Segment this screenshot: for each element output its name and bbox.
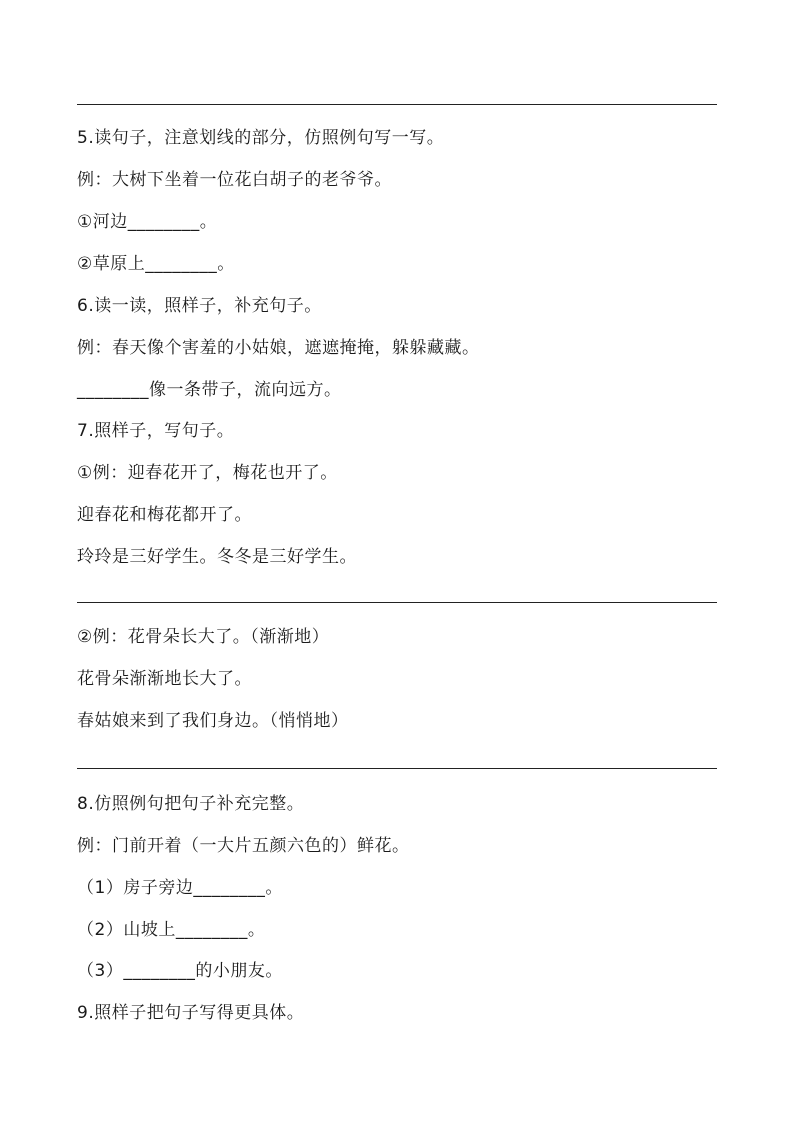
question-6-example: 例：春天像个害羞的小姑娘，遮遮掩掩，躲躲藏藏。: [77, 338, 480, 358]
question-6-title: 6.读一读，照样子，补充句子。: [77, 296, 322, 316]
question-7-item-2: 春姑娘来到了我们身边。（悄悄地）: [77, 711, 349, 731]
answer-line-1: [77, 104, 717, 105]
question-7-example-2: ②例：花骨朵长大了。（渐渐地）: [77, 627, 330, 647]
answer-line-2: [77, 602, 717, 603]
question-8-item-1: （1）房子旁边________。: [77, 878, 283, 898]
question-7-item-1: 玲玲是三好学生。冬冬是三好学生。: [77, 547, 357, 567]
question-6-item: ________像一条带子，流向远方。: [77, 380, 342, 400]
question-7-example-1-answer: 迎春花和梅花都开了。: [77, 505, 252, 525]
question-8-item-2: （2）山坡上________。: [77, 920, 266, 940]
question-7-example-2-answer: 花骨朵渐渐地长大了。: [77, 669, 252, 689]
question-8-title: 8.仿照例句把句子补充完整。: [77, 794, 305, 814]
question-5-item-2: ②草原上________。: [77, 254, 235, 274]
question-5-item-1: ①河边________。: [77, 212, 218, 232]
question-9-title: 9.照样子把句子写得更具体。: [77, 1003, 305, 1023]
question-8-example: 例：门前开着（一大片五颜六色的）鲜花。: [77, 836, 410, 856]
question-7-title: 7.照样子，写句子。: [77, 421, 235, 441]
question-7-example-1: ①例：迎春花开了，梅花也开了。: [77, 463, 338, 483]
question-5-title: 5.读句子，注意划线的部分，仿照例句写一写。: [77, 128, 445, 148]
answer-line-3: [77, 768, 717, 769]
question-8-item-3: （3）________的小朋友。: [77, 961, 283, 981]
question-5-example: 例：大树下坐着一位花白胡子的老爷爷。: [77, 170, 392, 190]
